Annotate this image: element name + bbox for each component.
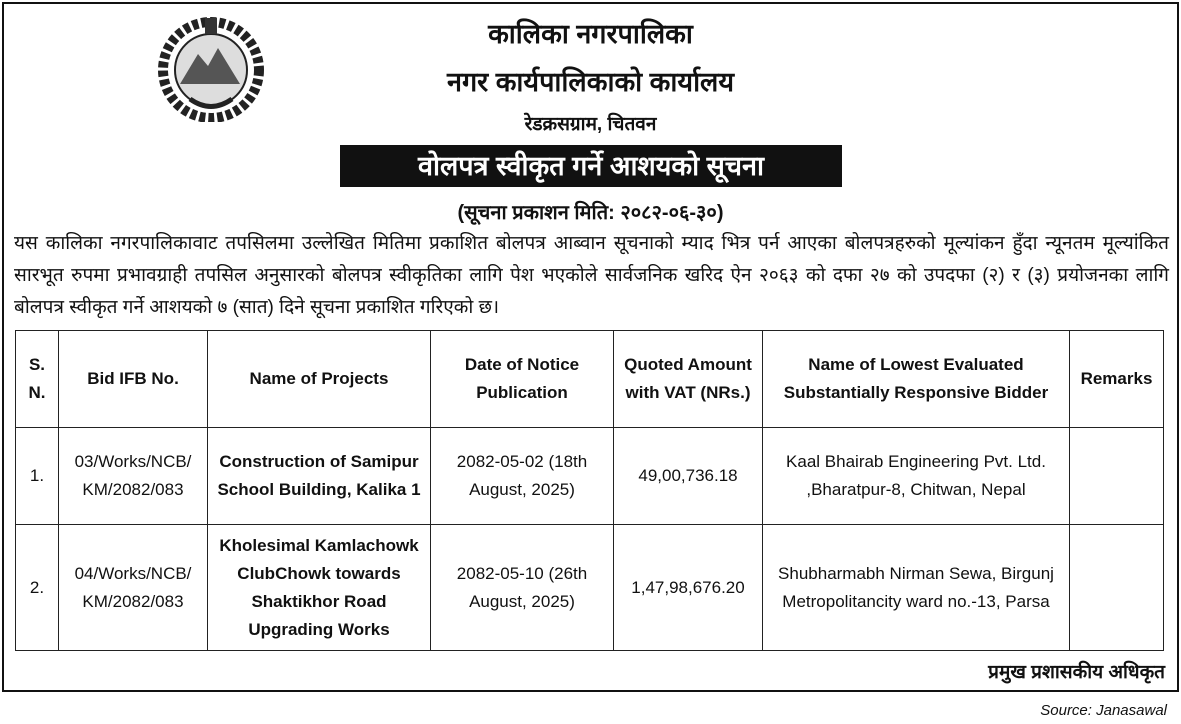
cell-project: Construction of Samipur School Building, Kalika 1 [208, 428, 431, 525]
notice-paragraph: यस कालिका नगरपालिकावाट तपसिलमा उल्लेखित मितिमा प्रकाशित बोलपत्र आब्वान सूचनाको म्याद भित्र पर्न आएका बोलपत्रहरुको मूल्यांकन हुँदा न्यूनतम मूल्यांकित सारभूत रुपमा प्रभावग्राही तपसिल अनुसारको बोलपत्र स्वीकृतिका लागि पेश भएकोले सार्वजनिक खरिद ऐन २०६३ को दफा २७ को उपदफा (२) र (३) प्रयोजनका लागि बोलपत्र स्वीकृत गर्ने आशयको ७ (सात) दिने सूचना प्रकाशित गरिएको छ। [14, 233, 1169, 318]
cell-remarks [1070, 428, 1164, 525]
col-bidder: Name of Lowest Evaluated Substantially Responsive Bidder [763, 331, 1070, 428]
col-ifb: Bid IFB No. [59, 331, 208, 428]
table-row [16, 428, 1164, 525]
municipality-name: कालिका नगरपालिका [488, 19, 693, 49]
cell-date: 2082-05-10 (26th August, 2025) [431, 525, 614, 651]
col-date: Date of Notice Publication [431, 331, 614, 428]
cell-sn: 1. [16, 428, 59, 525]
bid-table [15, 330, 1164, 651]
notice-title: वोलपत्र स्वीकृत गर्ने आशयको सूचना [340, 145, 842, 187]
col-sn: S. N. [16, 331, 59, 428]
source-credit: Source: Janasawal [1040, 702, 1167, 719]
signatory: प्रमुख प्रशासकीय अधिकृत [988, 662, 1165, 683]
col-project: Name of Projects [208, 331, 431, 428]
table-row [16, 525, 1164, 651]
office-name: नगर कार्यपालिकाको कार्यालय [446, 67, 735, 97]
cell-amount: 49,00,736.18 [614, 428, 763, 525]
cell-ifb: 03/Works/NCB/ KM/2082/083 [59, 428, 208, 525]
cell-project: Kholesimal Kamlachowk ClubChowk towards Shaktikhor Road Upgrading Works [208, 525, 431, 651]
cell-amount: 1,47,98,676.20 [614, 525, 763, 651]
table-header-row [16, 331, 1164, 428]
col-remarks: Remarks [1070, 331, 1164, 428]
cell-bidder: Shubharmabh Nirman Sewa, Birgunj Metropolitancity ward no.-13, Parsa [763, 525, 1070, 651]
cell-bidder: Kaal Bhairab Engineering Pvt. Ltd. ,Bharatpur-8, Chitwan, Nepal [763, 428, 1070, 525]
address: रेडक्रसग्राम, चितवन [524, 114, 657, 135]
cell-remarks [1070, 525, 1164, 651]
cell-sn: 2. [16, 525, 59, 651]
col-amount: Quoted Amount with VAT (NRs.) [614, 331, 763, 428]
cell-ifb: 04/Works/NCB/ KM/2082/083 [59, 525, 208, 651]
publication-date: (सूचना प्रकाशन मिति: २०८२-०६-३०) [457, 202, 724, 224]
cell-date: 2082-05-02 (18th August, 2025) [431, 428, 614, 525]
